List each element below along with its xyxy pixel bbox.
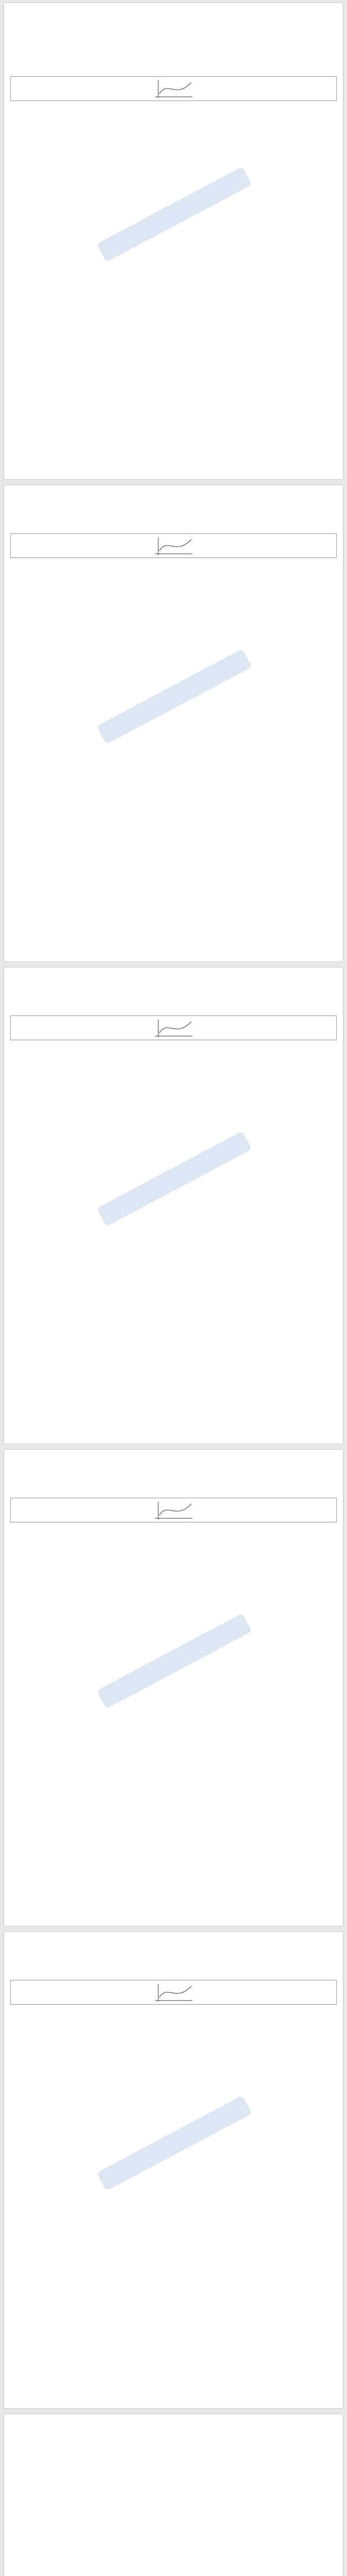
question-text [10, 511, 337, 516]
question [10, 1002, 337, 1007]
question-list [10, 2424, 337, 2462]
question-text [10, 2448, 337, 2453]
exam-page [4, 1450, 343, 1926]
question-figure [10, 533, 337, 558]
question [10, 2017, 337, 2023]
page-content [4, 485, 343, 607]
graph-figure-icon [153, 1500, 194, 1520]
page-content [4, 3, 343, 150]
question-text [10, 495, 337, 499]
question [10, 2424, 337, 2429]
question-figure [10, 76, 337, 101]
question [10, 1069, 337, 1075]
question-text [10, 46, 337, 50]
watermark-logo [81, 168, 267, 263]
question-text [10, 38, 337, 42]
question [10, 1467, 337, 1473]
question-text [10, 62, 337, 67]
question [10, 2440, 337, 2446]
question-figure [10, 1980, 337, 2005]
question-text [10, 993, 337, 998]
question [10, 985, 337, 991]
question-text [10, 985, 337, 990]
question-figure [10, 1015, 337, 1040]
question-text [10, 2440, 337, 2445]
question [10, 62, 337, 68]
question [10, 1476, 337, 1481]
page-content [4, 2414, 343, 2469]
question-text [10, 1535, 337, 1539]
question-text [10, 1492, 337, 1497]
question-text [10, 1044, 337, 1049]
question [10, 105, 337, 111]
graph-figure-icon [153, 1018, 194, 1038]
question-text [10, 138, 337, 143]
question-text [10, 503, 337, 507]
question [10, 1044, 337, 1050]
question [10, 113, 337, 119]
question-text [10, 1002, 337, 1006]
question [10, 1484, 337, 1489]
question-text [10, 562, 337, 567]
question-text [10, 1543, 337, 1548]
question-text [10, 122, 337, 126]
page-content [4, 968, 343, 1090]
question-text [10, 1459, 337, 1464]
question-text [10, 1069, 337, 1074]
question-text [10, 1061, 337, 1065]
question [10, 587, 337, 592]
question-text [10, 2042, 337, 2046]
question-text [10, 1077, 337, 1082]
exam-header [10, 9, 337, 28]
question [10, 595, 337, 601]
question-text [10, 579, 337, 583]
question-text [10, 1958, 337, 1962]
question-text [10, 2009, 337, 2013]
question-text [10, 113, 337, 118]
graph-figure-icon [153, 535, 194, 556]
question [10, 1053, 337, 1058]
question [10, 1459, 337, 1465]
question-text [10, 528, 337, 532]
question [10, 993, 337, 999]
watermark-logo [81, 650, 267, 745]
question-text [10, 1476, 337, 1480]
page-content [4, 1450, 343, 1572]
question [10, 130, 337, 135]
question-text [10, 1053, 337, 1057]
question-text [10, 2025, 337, 2030]
question [10, 1551, 337, 1557]
question-text [10, 2033, 337, 2038]
question-text [10, 977, 337, 981]
question-list [10, 977, 337, 1083]
question-text [10, 105, 337, 110]
question-list [10, 495, 337, 601]
question [10, 1941, 337, 1947]
question-text [10, 1941, 337, 1946]
question [10, 2456, 337, 2462]
question-text [10, 587, 337, 591]
question [10, 2025, 337, 2031]
question [10, 1560, 337, 1565]
question-figure [10, 1498, 337, 1522]
watermark-logo [81, 1615, 267, 1710]
question [10, 579, 337, 584]
question [10, 1077, 337, 1083]
question-text [10, 1484, 337, 1488]
question [10, 138, 337, 144]
question [10, 1527, 337, 1532]
question [10, 54, 337, 60]
question-text [10, 1974, 337, 1979]
question [10, 1958, 337, 1963]
page-content [4, 1932, 343, 2054]
question [10, 1974, 337, 2006]
question-text [10, 1966, 337, 1971]
question [10, 1010, 337, 1042]
question [10, 2432, 337, 2437]
question-list [10, 1941, 337, 2047]
header-left [10, 9, 167, 28]
question-text [10, 570, 337, 575]
question [10, 2448, 337, 2454]
question [10, 562, 337, 568]
question-text [10, 2432, 337, 2436]
question-text [10, 1551, 337, 1556]
question [10, 2009, 337, 2014]
question [10, 46, 337, 52]
exam-page [4, 968, 343, 1444]
question [10, 122, 337, 127]
watermark-logo [81, 2097, 267, 2192]
question-text [10, 1560, 337, 1564]
question-text [10, 1950, 337, 1954]
question-text [10, 519, 337, 524]
question-text [10, 2424, 337, 2428]
question [10, 71, 337, 103]
question-text [10, 54, 337, 59]
question-text [10, 130, 337, 134]
question [10, 2033, 337, 2039]
exam-page [4, 1932, 343, 2408]
question [10, 1535, 337, 1540]
exam-page [4, 485, 343, 961]
graph-figure-icon [153, 1982, 194, 2003]
question-text [10, 1527, 337, 1531]
question [10, 519, 337, 525]
exam-page [4, 2414, 343, 2576]
question-text [10, 595, 337, 600]
question [10, 503, 337, 509]
watermark-logo [81, 1132, 267, 1228]
question [10, 1950, 337, 1955]
question-text [10, 2017, 337, 2022]
question [10, 2042, 337, 2047]
question-text [10, 2456, 337, 2461]
question-text [10, 1467, 337, 1472]
question [10, 495, 337, 500]
question [10, 1966, 337, 1972]
question-list [10, 1459, 337, 1565]
question [10, 570, 337, 576]
question-text [10, 1010, 337, 1014]
exam-page [4, 3, 343, 479]
question-list [10, 38, 337, 144]
question [10, 977, 337, 982]
question [10, 1061, 337, 1066]
question [10, 511, 337, 517]
question [10, 528, 337, 560]
student-info-line [10, 30, 337, 35]
header-right [180, 9, 337, 28]
question [10, 1492, 337, 1524]
question-text [10, 71, 337, 75]
question [10, 1543, 337, 1549]
graph-figure-icon [153, 78, 194, 99]
question [10, 38, 337, 43]
